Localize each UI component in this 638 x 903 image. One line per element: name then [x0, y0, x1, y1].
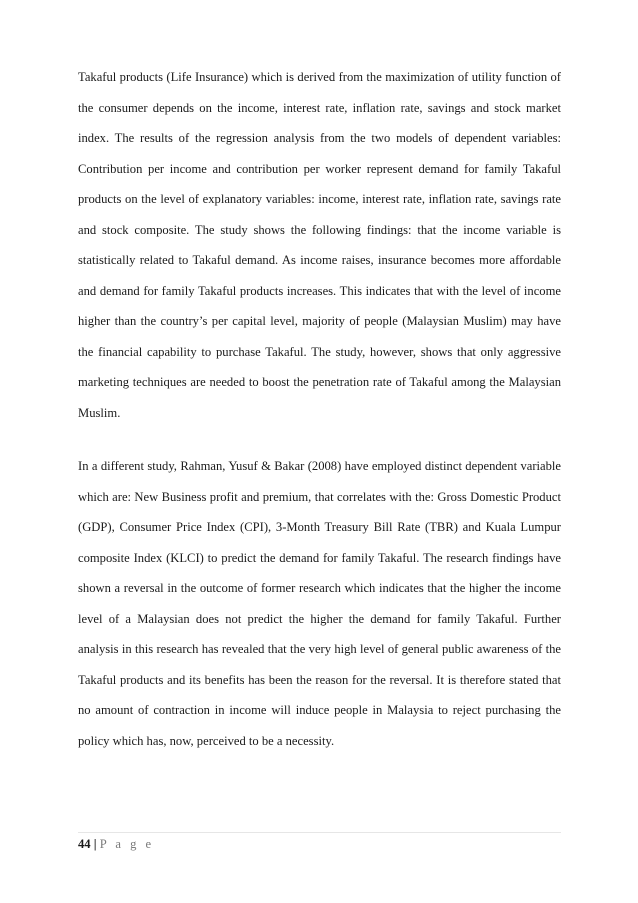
body-paragraph-2: In a different study, Rahman, Yusuf & Bakar (2008) have employed distinct dependent variable which are: New Business profit and premium, that correlates with the: Gross Domestic Product (GDP), Consumer Price Index (CPI), 3-Month Treasury Bill Rate (TBR) and Kuala Lumpur composite Index (KLCI) to predict the demand for family Takaful. The research findings have shown a reversal in the outcome of former research which indicates that the higher the income level of a Malaysian does not predict the higher the demand for family Takaful. Further analysis in this research has revealed that the very high level of general public awareness of the Takaful products and its benefits has been the reason for the reversal. It is therefore stated that no amount of contraction in income will induce people in Malaysia to reject purchasing the policy which has, now, perceived to be a necessity.	[78, 459, 561, 748]
page-number: 44	[78, 837, 91, 851]
page-label: P a g e	[99, 837, 155, 851]
footer-separator: |	[93, 837, 97, 851]
body-paragraph-1: Takaful products (Life Insurance) which is derived from the maximization of utility function of the consumer depends on the income, interest rate, inflation rate, savings and stock market index. The results of the regression analysis from the two models of dependent variables: Contribution per income and contribution per worker represent demand for family Takaful products on the level of explanatory variables: income, interest rate, inflation rate, savings rate and stock composite. The study shows the following findings: that the income variable is statistically related to Takaful demand. As income raises, insurance becomes more affordable and demand for family Takaful products increases. This indicates that with the level of income higher than the country’s per capital level, majority of people (Malaysian Muslim) may have the financial capability to purchase Takaful. The study, however, shows that only aggressive marketing techniques are needed to boost the penetration rate of Takaful among the Malaysian Muslim.	[78, 70, 561, 420]
footer-divider	[78, 832, 561, 833]
page-footer	[78, 834, 154, 854]
